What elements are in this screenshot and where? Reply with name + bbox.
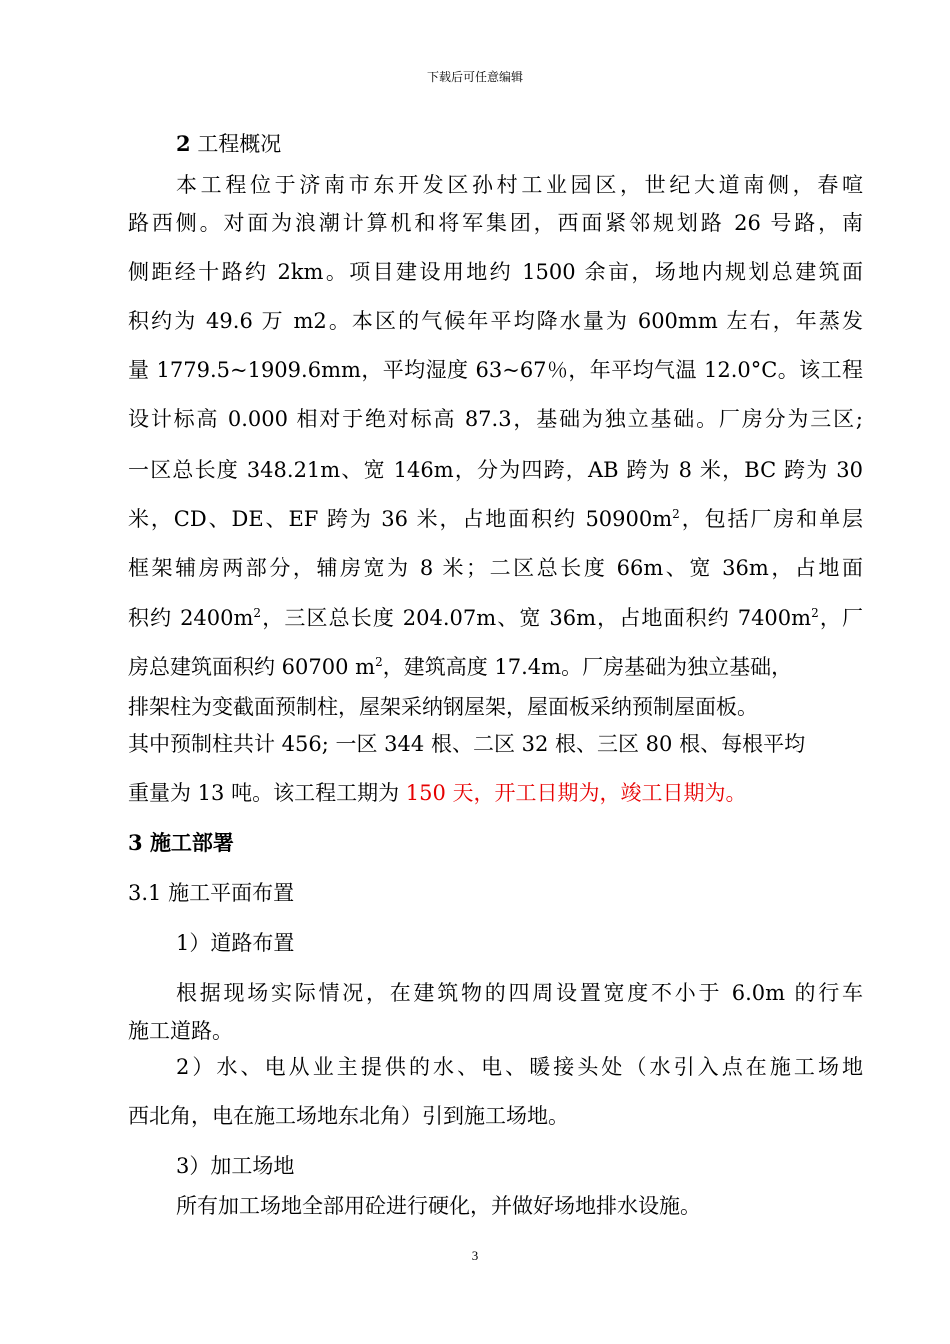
paragraph-line: 其中预制柱共计 456; 一区 344 根、二区 32 根、三区 80 根、每根平均 bbox=[128, 732, 806, 756]
paragraph-line: 一区总长度 348.21m、宽 146m，分为四跨，AB 跨为 8 米，BC 跨为 30 bbox=[128, 458, 863, 482]
paragraph-line bbox=[128, 506, 863, 532]
section-number: 2 bbox=[176, 131, 191, 156]
highlighted-text: 150 天，开工日期为，竣工日期为。 bbox=[399, 781, 747, 805]
paragraph-line bbox=[128, 605, 863, 631]
text-run: ，厂 bbox=[818, 606, 863, 630]
text-run: ，三区总长度 204.07m、宽 36m，占地面积约 7400m bbox=[261, 606, 812, 630]
superscript: 2 bbox=[375, 655, 383, 669]
text-run: 积约 2400m bbox=[128, 606, 254, 630]
section-2-heading bbox=[176, 131, 281, 157]
paragraph-line: 路西侧。对面为浪潮计算机和将军集团，西面紧邻规划路 26 号路，南 bbox=[128, 211, 863, 235]
text-run: ，建筑高度 17.4m。厂房基础为独立基础， bbox=[382, 655, 793, 679]
paragraph-line: 本工程位于济南市东开发区孙村工业园区，世纪大道南侧，春喧 bbox=[176, 173, 863, 197]
paragraph-line: 设计标高 0.000 相对于绝对标高 87.3，基础为独立基础。厂房分为三区; bbox=[128, 407, 863, 431]
paragraph-line: 西北角，电在施工场地东北角）引到施工场地。 bbox=[128, 1104, 569, 1128]
paragraph-line: 框架辅房两部分，辅房宽为 8 米；二区总长度 66m、宽 36m，占地面 bbox=[128, 556, 863, 580]
page-header: 下载后可任意编辑 bbox=[426, 70, 523, 84]
page-number: 3 bbox=[471, 1248, 479, 1263]
subsection-heading: 3.1 施工平面布置 bbox=[128, 881, 295, 905]
paragraph-line bbox=[128, 654, 792, 680]
superscript: 2 bbox=[811, 606, 819, 620]
text-run: 米，CD、DE、EF 跨为 36 米，占地面积约 50900m bbox=[128, 507, 673, 531]
list-item-title: 3）加工场地 bbox=[176, 1154, 295, 1178]
paragraph-line bbox=[128, 780, 747, 806]
paragraph-line: 排架柱为变截面预制柱，屋架采纳钢屋架，屋面板采纳预制屋面板。 bbox=[128, 695, 758, 719]
section-title: 工程概况 bbox=[197, 132, 282, 156]
list-item-title: 1）道路布置 bbox=[176, 931, 295, 955]
superscript: 2 bbox=[672, 507, 680, 521]
text-run: ，包括厂房和单层 bbox=[679, 507, 863, 531]
paragraph-line: 根据现场实际情况，在建筑物的四周设置宽度不小于 6.0m 的行车 bbox=[176, 981, 863, 1005]
text-run: 房总建筑面积约 60700 m bbox=[128, 655, 376, 679]
paragraph-line: 量 1779.5~1909.6mm，平均湿度 63~67％，年平均气温 12.0°C。该工程 bbox=[128, 358, 863, 382]
text-run: 重量为 13 吨。该工程工期为 bbox=[128, 781, 400, 805]
paragraph-line: 施工道路。 bbox=[128, 1019, 233, 1043]
section-3-heading bbox=[128, 830, 234, 856]
section-title: 施工部署 bbox=[149, 830, 234, 855]
paragraph-line: 侧距经十路约 2km。项目建设用地约 1500 余亩，场地内规划总建筑面 bbox=[128, 260, 863, 284]
paragraph-line: 积约为 49.6 万 m2。本区的气候年平均降水量为 600mm 左右，年蒸发 bbox=[128, 309, 863, 333]
paragraph-line: 2）水、电从业主提供的水、电、暖接头处（水引入点在施工场地 bbox=[176, 1055, 863, 1079]
section-number: 3 bbox=[128, 830, 143, 855]
paragraph-line: 所有加工场地全部用砼进行硬化，并做好场地排水设施。 bbox=[176, 1194, 701, 1218]
superscript: 2 bbox=[253, 606, 262, 620]
